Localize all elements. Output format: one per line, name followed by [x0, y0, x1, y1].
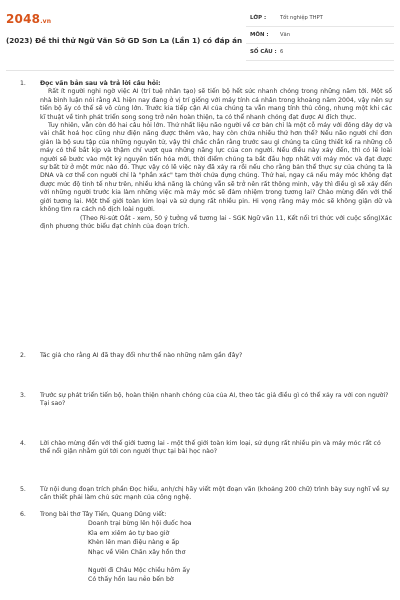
question-number: 2.: [20, 352, 26, 359]
question-text: Trước sự phát triển tiến bộ, hoàn thiện nhanh chóng của của AI, theo tác giả điều gì có thể xảy ra với con người? Tại sao?: [40, 392, 389, 408]
passage-paragraph: Tuy nhiên, vẫn còn đó hai câu hỏi lớn. Thứ nhất liệu não người về cơ bản chỉ là một cỗ máy với đông dây dợ và vài chất hoá học cũng như điện năng được thêm vào, hay còn chứa nhiều thứ hơn thế? Nếu não người chỉ đơn giản là bộ sưu tập của những nguyên tử, vậy thì chắc chắn rằng trước sau gì chúng ta cũng thiết kế ra những cỗ máy có thể bắt kịp và thậm chí vượt qua những năng lực của con người. Nếu điều này xảy đến, thì có lẽ loài người sẽ bước vào một kỷ nguyên tiến hóa mới, thời điểm chúng ta bắt đầu hợp nhất với máy móc và đạt được sự bất tử ở một mức nào đó. Thực vậy có lẽ việc này đã xảy ra rồi nếu cho rằng bản thể thực sự của chúng ta là DNA và cơ thể con người chỉ là "phần xác" tạm thời chứa đựng chúng. Thứ hai, ngay cả nếu máy móc không đạt được mức độ tinh tế như trên, nhiều khả năng là chúng vẫn sẽ trở nên rất thông minh, vậy thì điều gì sẽ xảy đến với những người trước kia làm những việc mà máy móc sẽ đảm nhiệm trong tương lai? Chào mừng đến với thế giới tương lai. Một thế giới toàn kim loại và sử dụng rất nhiều pin. Hi vọng rằng máy móc sẽ không giận dữ và không tìm ra cách nô dịch loài người.: [40, 122, 392, 214]
passage-citation: (Theo Ri-sứt Oắt - xem, 50 ý tưởng về tương lai - SGK Ngữ văn 11, Kết nối tri thức với cuộc sống)Xác định phương thức biểu đạt chính của đoạn trích.: [40, 214, 392, 230]
meta-value: Văn: [280, 32, 291, 38]
stanza-gap: [40, 557, 392, 566]
poem-line: Doanh trại bừng lên hội đuốc hoa: [88, 520, 192, 528]
poem-line: Người đi Châu Mộc chiều hôm ấy: [88, 567, 190, 575]
meta-key: MÔN :: [250, 32, 269, 38]
passage-paragraph: Rất ít người nghi ngờ việc AI (trí tuệ nhân tạo) sẽ tiến bộ hết sức nhanh chóng trong những năm tới. Một số nhà bình luận nói rằng A1 hiện nay đang ở vị trí giống với máy tính cá nhân trong khoảng năm 2004, vậy nên sự tiến bộ ấy có thể sẽ vô cùng lớn. Trước kia tiếp cận AI của chúng ta vẫn mang tính thủ công, nhưng một khi các kĩ thuật về tinh phát triển song song trở nên hoàn thiện, ta có thể nhanh chóng đạt được AI đích thực.: [40, 88, 392, 121]
meta-key: LỚP :: [250, 15, 267, 21]
poem-line: Nhạc về Viên Chăn xây hồn thơ: [88, 548, 186, 556]
poem-stanza-2: [40, 566, 392, 585]
question-number: 3.: [20, 392, 26, 399]
page-header: [0, 0, 400, 68]
question-number: 4.: [20, 440, 26, 447]
question-text: Trong bài thơ Tây Tiến, Quang Dũng viết:: [40, 511, 167, 518]
meta-value: Tốt nghiệp THPT: [280, 15, 323, 21]
meta-row-class: [246, 10, 394, 27]
logo-suffix: .vn: [40, 18, 52, 25]
question-number: 6.: [20, 511, 26, 518]
poem-line: Có thấy hồn lau nẻo bến bờ: [88, 576, 174, 584]
page-title: (2023) Đề thi thử Ngữ Văn Sở GD Sơn La (Lần 1) có đáp án: [6, 36, 243, 45]
question-number: 1.: [20, 80, 26, 87]
question-body: [40, 80, 392, 231]
site-logo[interactable]: [6, 12, 51, 26]
question-text: Từ nội dung đoạn trích phần Đọc hiểu, anh/chị hãy viết một đoạn văn (khoảng 200 chữ) trình bày suy nghĩ về sự cần thiết phải làm chủ sức mạnh của công nghệ.: [40, 486, 389, 502]
poem-line: Kìa em xiêm áo tự bao giờ: [88, 529, 170, 537]
meta-key: SỐ CÂU :: [250, 49, 277, 55]
question-body: [40, 511, 392, 585]
question-number: 5.: [20, 486, 26, 493]
question-text: Lời chào mừng đến với thế giới tương lai - một thế giới toàn kim loại, sử dụng rất nhiều pin và máy móc rất có thể nổi giận nhằm gửi tới con người thực tại bài học nào?: [40, 440, 381, 456]
poem-stanza-1: [40, 519, 392, 557]
meta-value: 6: [280, 49, 284, 55]
question-text: Tác giả cho rằng AI đã thay đổi như thế nào những năm gần đây?: [40, 352, 243, 359]
exam-meta: [246, 10, 394, 61]
meta-row-count: [246, 44, 394, 61]
question-heading: Đọc văn bản sau và trả lời câu hỏi:: [40, 80, 161, 87]
meta-row-subject: [246, 27, 394, 44]
logo-text: 2048: [6, 12, 41, 26]
poem-line: Khèn lên man điệu nàng e ấp: [88, 539, 180, 547]
header-divider: [6, 70, 394, 71]
